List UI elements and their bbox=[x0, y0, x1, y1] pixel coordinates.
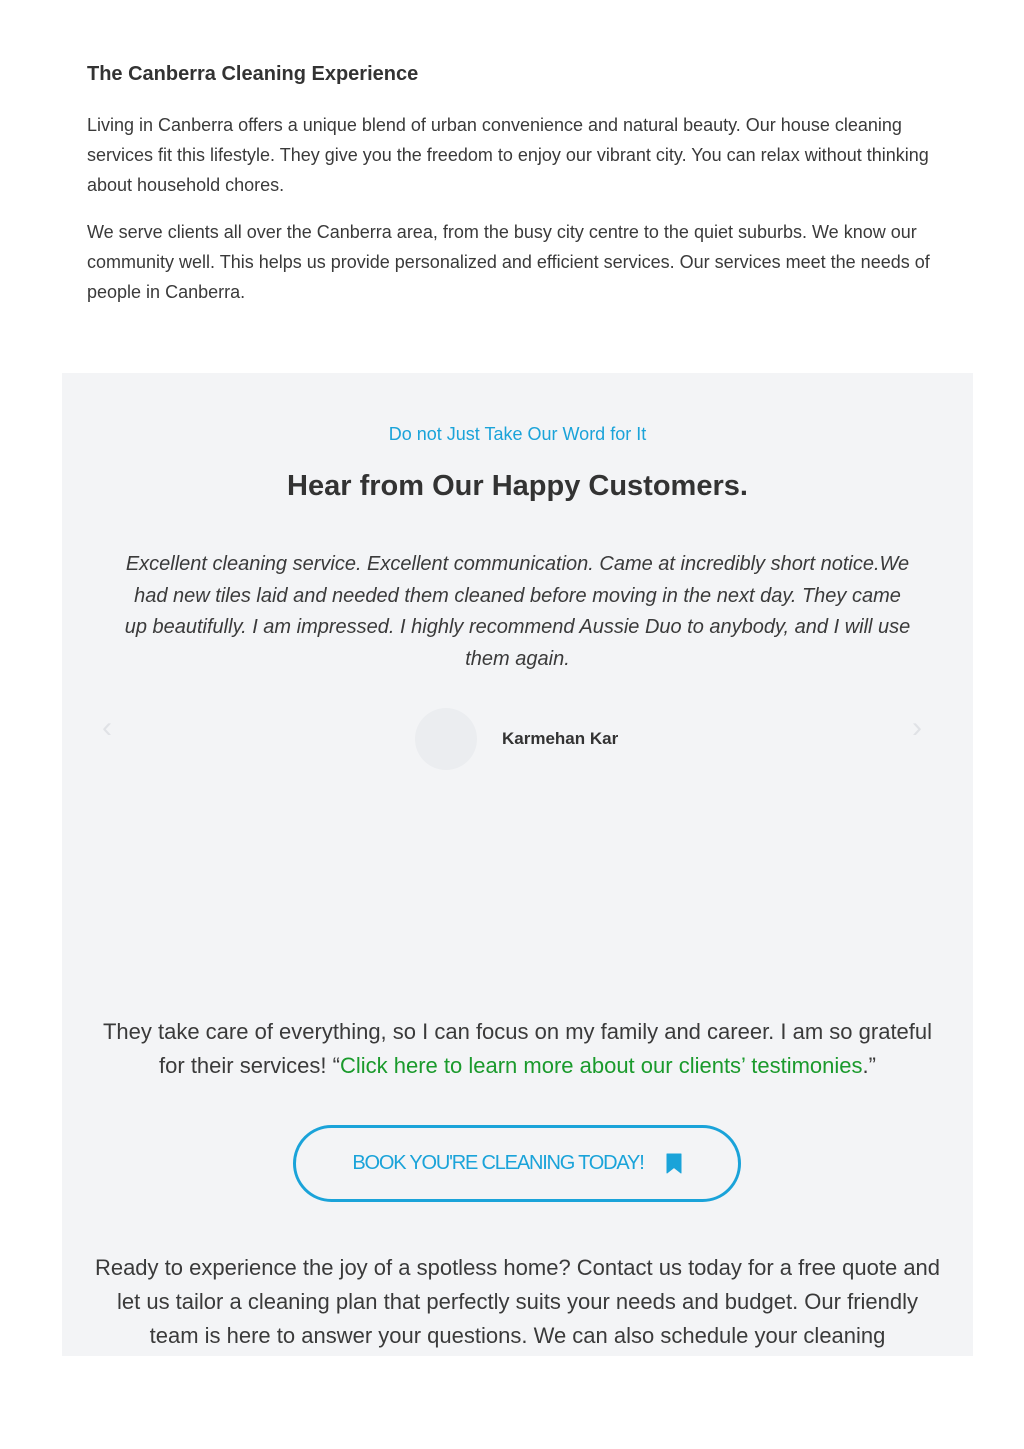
chevron-left-icon[interactable]: ‹ bbox=[102, 711, 112, 744]
intro-paragraph-2: We serve clients all over the Canberra area, from the busy city centre to the quiet suburbs. We know our community well. This helps us provide personalized and efficient services. Our services meet the needs of people in Canberra. bbox=[87, 222, 930, 302]
testimonial-quote: Excellent cleaning service. Excellent communication. Came at incredibly short notice.We had new tiles laid and needed them cleaned before moving in the next day. They came up beautifully. I am impressed. I highly recommend Aussie Duo to anybody, and I will use them again. bbox=[124, 553, 911, 670]
cta-text: Ready to experience the joy of a spotless home? Contact us today for a free quote and let us tailor a cleaning plan that perfectly suits your needs and budget. Our friendly team is here to answer your questions. We can also schedule your cleaning bbox=[94, 1255, 941, 1348]
chevron-right-icon[interactable]: › bbox=[912, 711, 922, 744]
bookmark-icon bbox=[666, 1153, 682, 1174]
closing-text bbox=[92, 1015, 943, 1083]
testimonials-section bbox=[62, 373, 973, 1356]
closing-text-end: .” bbox=[862, 1053, 876, 1078]
intro-heading: The Canberra Cleaning Experience bbox=[87, 63, 419, 85]
avatar bbox=[415, 708, 477, 770]
book-cleaning-button[interactable] bbox=[293, 1125, 741, 1202]
intro-paragraph-1: Living in Canberra offers a unique blend of urban convenience and natural beauty. Our house cleaning services fit this lifestyle. They give you the freedom to enjoy our vibrant city. You can relax without thinking about household chores. bbox=[87, 115, 929, 195]
closing-text-body: They take care of everything, so I can focus on my family and career. I am so grateful for their services! “ bbox=[102, 1019, 933, 1078]
testimonial-author bbox=[415, 708, 618, 770]
testimonials-eyebrow: Do not Just Take Our Word for It bbox=[388, 424, 647, 444]
book-button-label: BOOK YOU'RE CLEANING TODAY! bbox=[352, 1152, 644, 1174]
testimonials-title: Hear from Our Happy Customers. bbox=[287, 470, 748, 502]
author-name: Karmehan Kar bbox=[502, 729, 619, 748]
testimonies-link[interactable]: Click here to learn more about our clients’ testimonies bbox=[339, 1053, 863, 1078]
intro-section bbox=[87, 60, 947, 324]
